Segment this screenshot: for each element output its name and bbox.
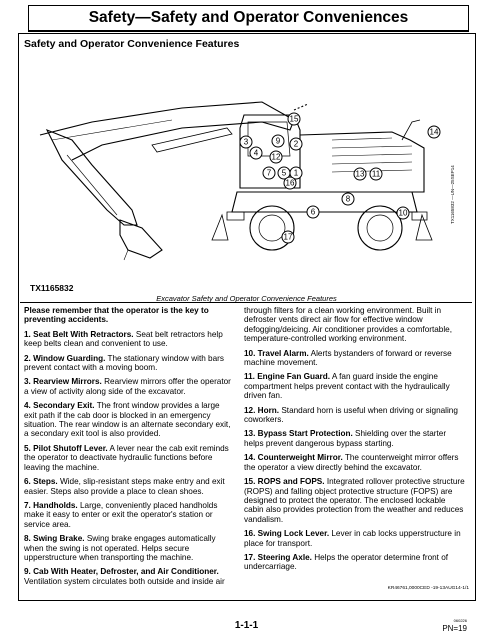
svg-text:7: 7 — [266, 168, 272, 178]
callout-11 — [370, 168, 382, 180]
page-number: 1-1-1 — [234, 620, 259, 631]
svg-text:2: 2 — [293, 139, 299, 149]
feature-9-continued: through filters for a clean working environment. Built in defroster vents direct air flow for effective window defogging/deicing. Air conditioner provides a comfortable, temperature-controlled working environment. — [244, 306, 452, 344]
callout-8 — [342, 193, 354, 205]
svg-text:6: 6 — [310, 207, 316, 217]
callout-4 — [250, 147, 262, 159]
svg-text:8: 8 — [345, 194, 351, 204]
feature-5: 5. Pilot Shutoff Lever. A lever near the cab exit reminds the operator to deactivate hydraulic functions before leaving the machine. — [24, 443, 229, 472]
pn-label: PN=19 — [442, 624, 467, 633]
pn-small-code: 060226 — [453, 618, 467, 623]
callout-3 — [240, 136, 252, 148]
callout-6 — [307, 206, 319, 218]
feature-12: 12. Horn. Standard horn is useful when driving or signaling coworkers. — [244, 405, 458, 425]
callout-15 — [288, 113, 300, 125]
feature-8: 8. Swing Brake. Swing brake engages automatically when the swing is not operated. Helps secure upperstructure when transporting the machine. — [24, 534, 216, 562]
svg-text:9: 9 — [275, 136, 281, 146]
feature-11: 11. Engine Fan Guard. A fan guard inside the engine compartment helps prevent contact with the hydraulically driven fan. — [244, 372, 450, 401]
svg-text:1: 1 — [293, 168, 299, 178]
callout-7 — [263, 167, 275, 179]
figure-side-code: TX1165832 —UN—25SEP14 — [450, 165, 455, 224]
feature-17: 17. Steering Axle. Helps the operator determine front of undercarriage. — [244, 552, 449, 572]
text-column-right — [244, 306, 466, 577]
svg-text:5: 5 — [281, 168, 287, 178]
feature-14: 14. Counterweight Mirror. The counterweight mirror offers the operator a view directly behind the excavator. — [244, 453, 459, 472]
feature-13: 13. Bypass Start Protection. Shielding over the starter helps prevent dangerous bypass starting. — [244, 429, 447, 448]
svg-text:12: 12 — [271, 152, 281, 162]
feature-4: 4. Secondary Exit. The front window provides a large exit path if the cab door is blocked in an emergency situation. The rear window is an alternate secondary exit, a secondary exit tool is also provided. — [24, 401, 231, 439]
document-code: KR46761,0000CED -19-13AUG14-1/1 — [387, 586, 469, 591]
feature-16: 16. Swing Lock Lever. Lever in cab locks upperstructure in place for transport. — [244, 529, 461, 548]
svg-text:11: 11 — [371, 169, 381, 179]
page-title: Safety—Safety and Operator Conveniences — [28, 5, 469, 32]
callout-10 — [397, 207, 409, 219]
svg-text:17: 17 — [283, 232, 293, 242]
figure-id: TX1165832 — [30, 283, 74, 293]
text-column-left — [24, 306, 234, 591]
svg-text:14: 14 — [429, 127, 439, 137]
callout-16 — [284, 177, 296, 189]
feature-2: 2. Window Guarding. The stationary window with bars prevent contact with a moving boom. — [24, 353, 224, 373]
callout-2 — [290, 138, 302, 150]
svg-text:16: 16 — [285, 178, 295, 188]
svg-text:10: 10 — [398, 208, 408, 218]
feature-7: 7. Handholds. Large, conveniently placed handholds make it easy to enter or exit the operator's station or service area. — [24, 500, 218, 529]
feature-3: 3. Rearview Mirrors. Rearview mirrors offer the operator a view of activity along side of the excavator. — [24, 377, 231, 396]
feature-6: 6. Steps. Wide, slip-resistant steps make entry and exit easier. Steps also provide a place to clean shoes. — [24, 477, 225, 496]
section-heading: Safety and Operator Convenience Features — [24, 38, 240, 50]
figure-caption: Excavator Safety and Operator Convenience Features — [156, 294, 337, 303]
callout-17 — [282, 231, 294, 243]
excavator-illustration — [32, 100, 452, 290]
svg-text:15: 15 — [289, 114, 299, 124]
feature-9: 9. Cab With Heater, Defroster, and Air Conditioner. Ventilation system circulates both outside and inside air — [24, 567, 225, 586]
feature-10: 10. Travel Alarm. Alerts bystanders of forward or reverse machine movement. — [244, 348, 452, 368]
svg-text:3: 3 — [243, 137, 249, 147]
divider — [20, 302, 472, 303]
callout-9 — [272, 135, 284, 147]
callout-12 — [270, 151, 282, 163]
callout-13 — [354, 168, 366, 180]
callout-14 — [428, 126, 440, 138]
svg-text:13: 13 — [355, 169, 365, 179]
feature-1: 1. Seat Belt With Retractors. Seat belt retractors help keep belts clean and convenient to use. — [24, 329, 223, 349]
feature-15: 15. ROPS and FOPS. Integrated rollover protective structure (ROPS) and falling object protective structure (FOPS) are designed to protect the operator. The enclosed lockable cabin also provides protection from the weather and reduces vandalism. — [244, 477, 465, 524]
intro-text: Please remember that the operator is the key to preventing accidents. — [24, 306, 209, 325]
svg-text:4: 4 — [253, 148, 259, 158]
